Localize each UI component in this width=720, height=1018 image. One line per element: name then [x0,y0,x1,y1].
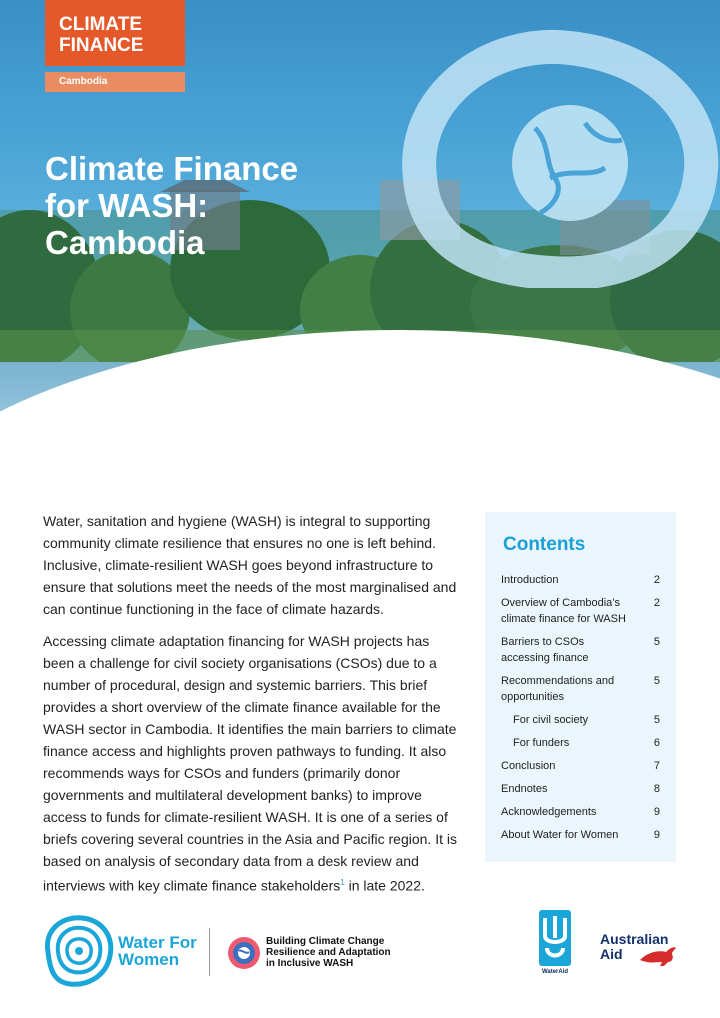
toc-label: Conclusion [501,760,556,772]
toc-item-conclusion[interactable] [501,758,660,774]
toc-label: Overview of Cambodia’s climate finance for WASH [501,597,626,625]
wfw-line-2: Women [118,950,180,969]
intro-paragraph-2 [43,630,461,897]
toc-item-civil-society[interactable] [501,712,660,728]
footnote-link[interactable]: 1 [340,878,345,887]
toc-item-funders[interactable] [501,735,660,751]
water-for-women-wordmark [118,934,197,968]
wateraid-logo-icon [537,910,573,968]
footer-divider [209,928,210,976]
climate-resilience-icon [226,935,262,971]
toc-page: 9 [653,829,660,841]
toc-label: Endnotes [501,783,548,795]
title-line-3: Cambodia [45,224,205,261]
kangaroo-icon [638,944,678,968]
toc-page: 5 [653,714,660,726]
ausaid-line-2: Aid [600,946,623,962]
toc-page: 5 [653,636,660,648]
toc-item-endnotes[interactable] [501,781,660,797]
toc-label: Introduction [501,574,559,586]
bcc-line-1: Building Climate Change [266,936,385,947]
country-tag: Cambodia [45,72,185,92]
bcc-line-2: Resilience and Adaptation [266,947,391,958]
toc-label: Barriers to CSOs accessing finance [501,636,589,664]
tag-line-1: CLIMATE [59,14,143,35]
climate-finance-tag [45,0,185,66]
page-title [45,150,375,261]
title-line-2: for WASH: [45,187,209,224]
toc-item-overview[interactable] [501,595,660,627]
toc-item-barriers[interactable] [501,634,660,666]
tag-line-2: FINANCE [59,35,144,56]
toc-page: 2 [653,597,660,609]
toc-label: For funders [513,737,570,749]
contents-title: Contents [503,534,586,555]
toc-page: 9 [653,806,660,818]
toc-item-recommendations[interactable] [501,673,660,705]
intro-paragraph-2-text: Accessing climate adaptation financing for WASH projects has been a challenge for civil society organisations (CSOs) due to a number of procedural, design and systemic barriers. This brief provides a short overview of the climate finance available for the WASH sector in Cambodia. It identifies the main barriers to climate finance access and highlights proven pathways to funding. It also recommends ways for CSOs and funders (primarily donor governments and multilateral development banks) to improve access to funds for climate-resilient WASH. It is one of a series of briefs covering several countries in the Asia and Pacific region. It is based on analysis of secondary data from a desk review and interviews with key climate finance stakeholders [43,633,457,894]
title-line-1: Climate Finance [45,150,299,187]
water-for-women-logo-icon [40,912,116,990]
toc-page: 7 [653,760,660,772]
toc-label: For civil society [513,714,589,726]
building-climate-change-text [266,936,391,969]
toc-item-introduction[interactable] [501,572,660,588]
toc-label: Acknowledgements [501,806,597,818]
globe-watermark-icon [400,28,720,288]
hero-banner [0,0,720,450]
toc-page: 8 [653,783,660,795]
toc-label: Recommendations and opportunities [501,675,615,703]
contents-box [485,512,676,862]
wfw-line-1: Water For [118,933,197,952]
toc-label: About Water for Women [501,829,619,841]
intro-paragraph-1: Water, sanitation and hygiene (WASH) is integral to supporting community climate resilience that ensures no one is left behind. Inclusive, climate-resilient WASH goes beyond infrastructure to ensure that solutions meet the needs of the most marginalised and can continue functioning in the face of climate hazards. [43,513,457,617]
wateraid-caption: WaterAid [541,969,569,975]
toc-item-about[interactable] [501,827,660,843]
toc-page: 5 [653,675,660,687]
intro-paragraph-2-end: in late 2022. [344,877,425,894]
toc-item-acknowledgements[interactable] [501,804,660,820]
bcc-line-3: in Inclusive WASH [266,958,354,969]
ausaid-line-1: Australian [600,931,669,947]
toc-page: 6 [653,737,660,749]
intro-text [43,510,461,907]
toc-page: 2 [653,574,660,586]
